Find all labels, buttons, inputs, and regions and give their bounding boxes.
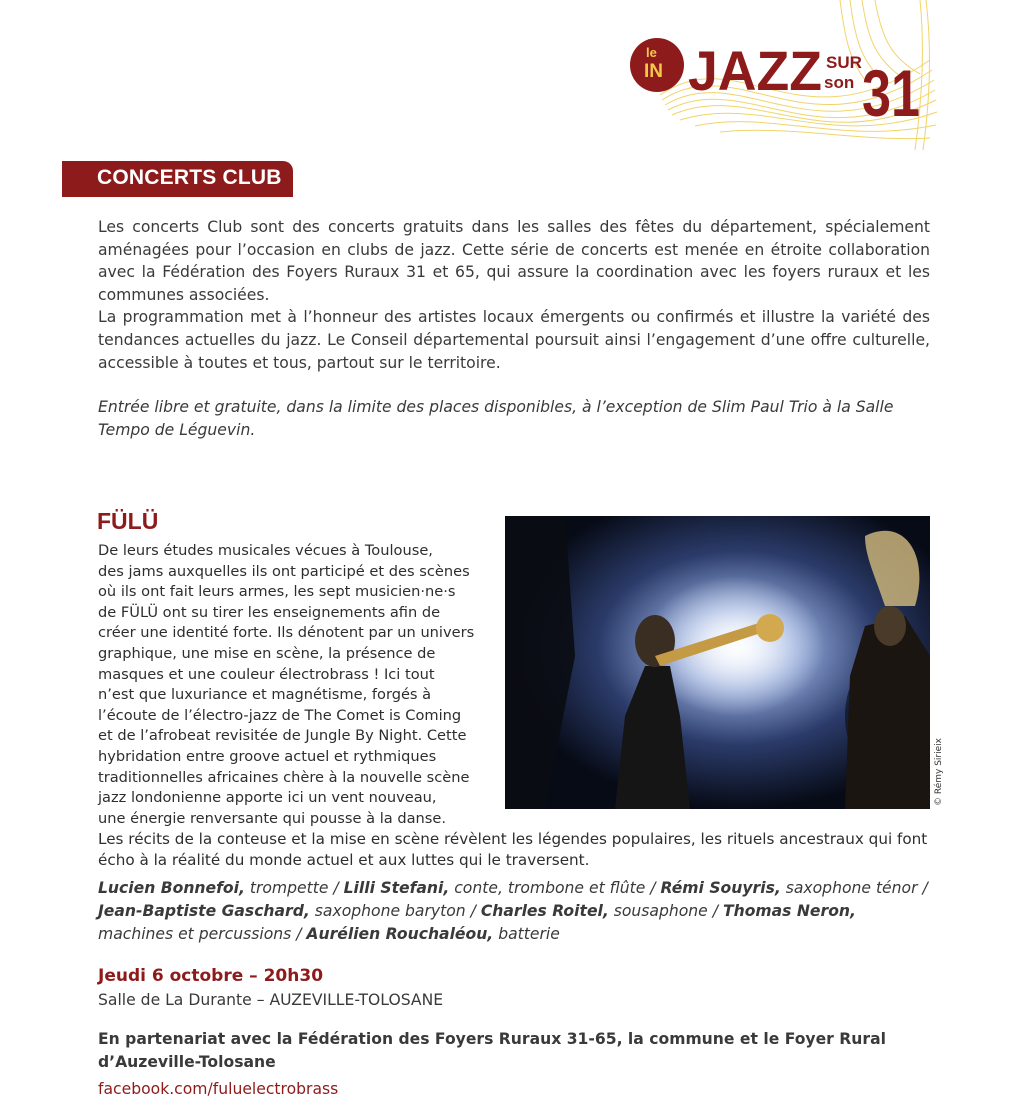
description-line: n’est que luxuriance et magnétisme, forgés à — [98, 686, 432, 704]
intro-paragraph-1: Les concerts Club sont des concerts gratuits dans les salles des fêtes du département, spécialement aménagées pour l’occasion en clubs de jazz. Cette série de concerts est menée en étroite collaboration avec la Fédération des Foyers Ruraux 31 et 65, qui assure la coordination avec les foyers ruraux et les communes associées. — [98, 218, 930, 304]
description-line: et de l’afrobeat revisitée de Jungle By Night. Cette — [98, 727, 467, 745]
musician-role: batterie — [493, 925, 560, 943]
musicians-credits — [98, 877, 928, 946]
svg-text:JAZZ: JAZZ — [688, 39, 822, 102]
description-line: graphique, une mise en scène, la présence de — [98, 644, 436, 662]
entry-note: Entrée libre et gratuite, dans la limite des places disponibles, à l’exception de Slim Paul Trio à la Salle Tempo de Léguevin. — [98, 398, 894, 439]
concert-date: Jeudi 6 octobre – 20h30 — [98, 966, 324, 986]
description-line: Les récits de la conteuse et la mise en scène révèlent les légendes populaires, les rituels ancestraux qui font — [98, 830, 928, 849]
separator: / — [707, 902, 723, 920]
musician-role: sousaphone — [608, 902, 708, 920]
description-line: De leurs études musicales vécues à Toulouse, — [98, 542, 433, 559]
musician-role: machines et percussions — [98, 925, 292, 943]
musician-role: trompette — [244, 879, 329, 897]
intro-paragraph-2: La programmation met à l’honneur des artistes locaux émergents ou confirmés et illustre la variété des tendances actuelles du jazz. Le Conseil départemental poursuit ainsi l’engagement d’une offre culturelle, accessible à toutes et tous, partout sur le territoire. — [98, 308, 930, 372]
separator: / — [328, 879, 344, 897]
musician-name: Jean-Baptiste Gaschard, — [98, 902, 310, 920]
svg-text:IN: IN — [644, 61, 663, 82]
facebook-link[interactable]: facebook.com/fuluelectrobrass — [98, 1080, 339, 1098]
section-banner — [62, 161, 293, 197]
musician-name: Aurélien Rouchaléou, — [306, 925, 494, 943]
description-line: de FÜLÜ ont su tirer les enseignements afin de — [98, 603, 441, 621]
svg-text:SUR: SUR — [826, 53, 862, 72]
description-line: l’écoute de l’électro-jazz de The Comet is Coming — [98, 706, 462, 724]
musician-role: conte, trombone et flûte — [449, 879, 646, 897]
musician-name: Charles Roitel, — [480, 902, 609, 920]
musician-role: saxophone ténor — [780, 879, 918, 897]
jazz-sur-son-31-logo — [600, 0, 940, 160]
description-line: une énergie renversante qui pousse à la danse. — [98, 809, 447, 827]
svg-text:le: le — [646, 45, 657, 60]
concert-venue: Salle de La Durante – AUZEVILLE-TOLOSANE — [98, 991, 444, 1009]
musician-role: saxophone baryton — [309, 902, 466, 920]
intro-text — [98, 216, 930, 374]
description-line: traditionnelles africaines chère à la nouvelle scène — [98, 768, 470, 786]
description-line: des jams auxquelles ils ont participé et des scènes — [98, 562, 470, 580]
musician-name: Thomas Neron, — [722, 902, 856, 920]
concert-title: FÜLÜ — [97, 508, 159, 534]
photo-credit: © Rémy Sirieix — [934, 738, 944, 806]
description-line: jazz londonienne apporte ici un vent nouveau, — [98, 789, 437, 807]
concert-photo — [505, 516, 930, 809]
musician-name: Rémi Souyris, — [660, 879, 781, 897]
section-title: CONCERTS CLUB — [97, 166, 282, 189]
description-line: où ils ont fait leurs armes, les sept musicien·ne·s — [98, 583, 456, 601]
separator: / — [465, 902, 481, 920]
description-line: hybridation entre groove actuel et rythmiques — [98, 747, 437, 765]
description-line: écho à la réalité du monde actuel et aux luttes qui le traversent. — [98, 850, 590, 869]
separator: / — [291, 925, 307, 943]
separator: / — [917, 879, 928, 897]
partnership-text: En partenariat avec la Fédération des Foyers Ruraux 31-65, la commune et le Foyer Rural d’Auzeville-Tolosane — [98, 1030, 886, 1071]
description-line: créer une identité forte. Ils dénotent par un univers — [98, 624, 475, 642]
musician-name: Lucien Bonnefoi, — [98, 879, 245, 897]
svg-text:31: 31 — [862, 56, 920, 130]
svg-text:son: son — [824, 73, 855, 92]
separator: / — [645, 879, 661, 897]
musician-name: Lilli Stefani, — [343, 879, 450, 897]
description-line: masques et une couleur électrobrass ! Ici tout — [98, 665, 435, 683]
